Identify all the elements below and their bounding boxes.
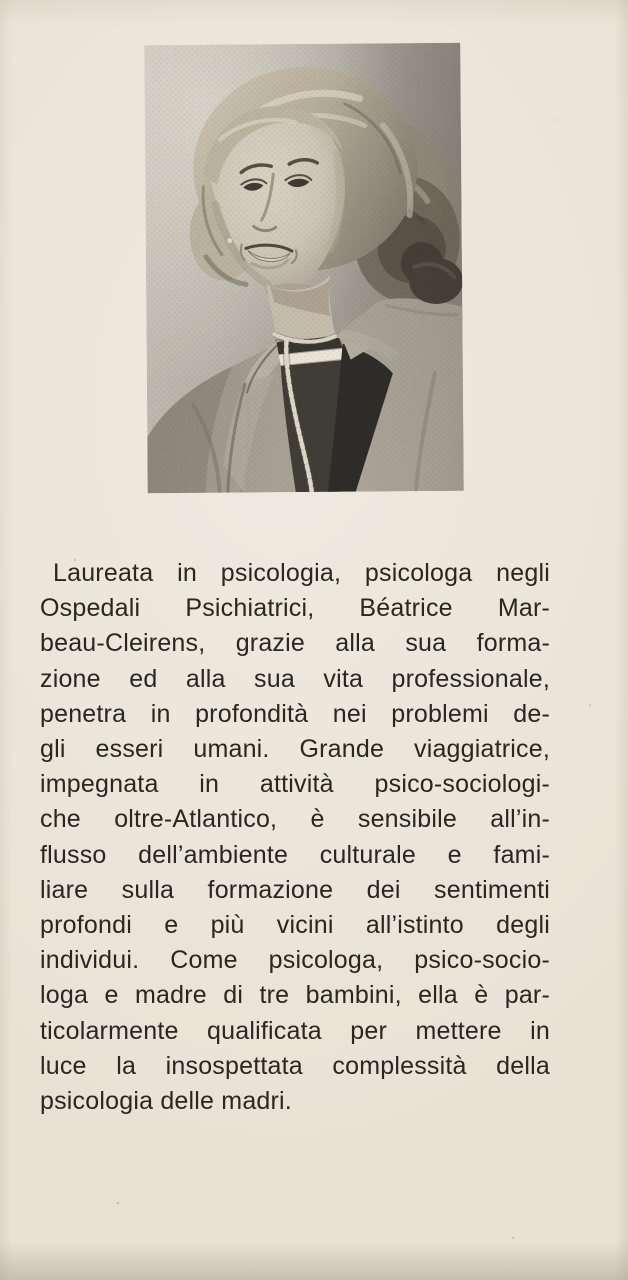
- bio-text-line: impegnata in attività psico-sociologi-: [40, 770, 550, 799]
- bio-text-line: luce la insospettata complessità della: [40, 1051, 550, 1080]
- bio-text-line: Laureata in psicologia, psicologa negli: [53, 559, 550, 587]
- portrait-photo-graphic: [144, 43, 464, 493]
- bio-text-line: penetra in profondità nei problemi de-: [40, 699, 550, 728]
- bio-text-line: individui. Come psicologa, psico-socio-: [40, 946, 550, 975]
- portrait-photo: [144, 43, 464, 493]
- bio-text-line: Ospedali Psichiatrici, Béatrice Mar-: [40, 594, 550, 623]
- bio-text-line: profondi e più vicini all’istinto degli: [40, 911, 550, 940]
- bio-text-line: zione ed alla sua vita professionale,: [40, 664, 550, 693]
- bio-text-line: beau-Cleirens, grazie alla sua forma-: [40, 629, 550, 658]
- bio-text-line: flusso dell’ambiente culturale e fami-: [40, 840, 550, 869]
- bio-text-line: ticolarmente qualificata per mettere in: [40, 1016, 550, 1045]
- bio-text-line: che oltre-Atlantico, è sensibile all’in-: [40, 805, 550, 834]
- biography-text: [40, 556, 550, 1119]
- bio-text-line: psicologia delle madri.: [40, 1087, 292, 1116]
- bio-text-line: liare sulla formazione dei sentimenti: [40, 875, 550, 904]
- bio-text-line: loga e madre di tre bambini, ella è par-: [40, 981, 550, 1010]
- bio-text-line: gli esseri umani. Grande viaggiatrice,: [40, 735, 550, 764]
